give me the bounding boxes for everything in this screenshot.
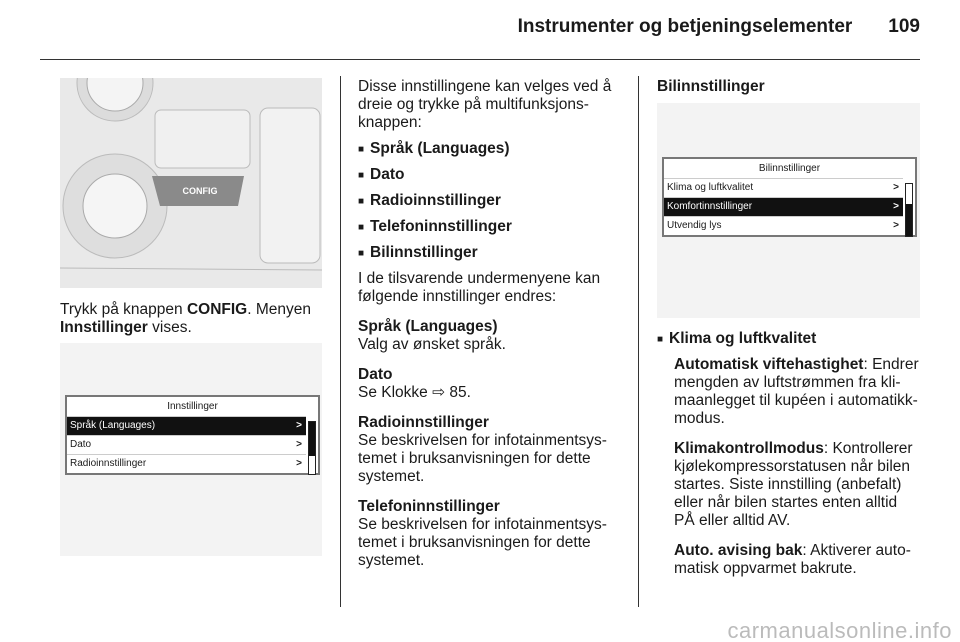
bullet-item: ■ Radioinnstillinger: [358, 192, 628, 212]
display-title: Bilinnstillinger: [758, 163, 821, 174]
intro-paragraph: Trykk på knappen CONFIG. Menyen Innstillinger vises.: [60, 301, 311, 336]
watermark: carmanualsonline.info: [727, 618, 952, 642]
menu-item-selected: Språk (Languages) >: [67, 416, 306, 435]
vehicle-settings-display: [662, 157, 917, 237]
middle-column: [358, 78, 628, 582]
scrollbar: [905, 183, 913, 237]
setting-description: Auto. avising bak: Aktiverer auto-matisk oppvarmet bakrute.: [674, 542, 911, 577]
control-panel-photo: [60, 78, 322, 288]
section: Radioinnstillinger Se beskrivelsen for infotainmentsys-temet i bruksanvisningen for dette systemet.: [358, 414, 607, 485]
section: Telefoninnstillinger Se beskrivelsen for infotainmentsys-temet i bruksanvisningen for dette systemet.: [358, 498, 607, 569]
right-column: [657, 78, 920, 590]
bullet-item: ■ Dato: [358, 166, 628, 186]
display-title: Innstillinger: [167, 401, 218, 412]
bullet-item: ■ Klima og luftkvalitet: [657, 330, 920, 350]
sub-intro-text: I de tilsvarende undermenyene kan følgende innstillinger endres:: [358, 270, 601, 305]
chapter-title: Instrumenter og betjeningselementer: [517, 16, 853, 37]
bullet-item: ■ Bilinnstillinger: [358, 244, 628, 264]
chevron-right-icon: >: [296, 420, 302, 431]
menu-item: Dato >: [67, 435, 306, 454]
section: Dato Se Klokke ⇨ 85.: [358, 366, 471, 401]
control-panel-illustration: [60, 78, 322, 288]
chevron-right-icon: >: [296, 458, 302, 469]
menu-item-selected: Komfortinnstillinger >: [664, 197, 903, 216]
intro-text: Disse innstillingene kan velges ved å dreie og trykke på multifunksjons-knappen:: [358, 78, 612, 131]
chevron-right-icon: >: [893, 201, 899, 212]
bullet-item: ■ Telefoninnstillinger: [358, 218, 628, 238]
setting-description: Automatisk viftehastighet: Endrer mengden av luftstrømmen fra kli-maanlegget til kupéen i automatikk-modus.: [674, 356, 919, 427]
scrollbar: [308, 421, 316, 475]
page-number: 109: [888, 16, 920, 37]
column-divider: [638, 76, 639, 607]
config-button-label: CONFIG: [182, 186, 218, 196]
left-column: [60, 78, 322, 556]
settings-display: [65, 395, 320, 475]
section: Språk (Languages) Valg av ønsket språk.: [358, 318, 506, 353]
menu-item: Klima og luftkvalitet >: [664, 178, 903, 197]
column-divider: [340, 76, 341, 607]
settings-screen-image: [60, 343, 322, 556]
bullet-item: ■ Språk (Languages): [358, 140, 628, 160]
header-rule: [40, 59, 920, 60]
vehicle-settings-screen-image: [657, 103, 920, 318]
menu-item: Utvendig lys >: [664, 216, 903, 235]
setting-description: Klimakontrollmodus: Kontrollerer kjølekompressorstatusen når bilen startes. Siste innstilling (anbefalt) eller når bilen startes enten alltid PÅ eller alltid AV.: [674, 440, 913, 529]
chevron-right-icon: >: [296, 439, 302, 450]
menu-item: Radioinnstillinger >: [67, 454, 306, 473]
chevron-right-icon: >: [893, 220, 899, 231]
section-heading: Bilinnstillinger: [657, 78, 765, 95]
page-header: [518, 18, 920, 36]
chevron-right-icon: >: [893, 182, 899, 193]
